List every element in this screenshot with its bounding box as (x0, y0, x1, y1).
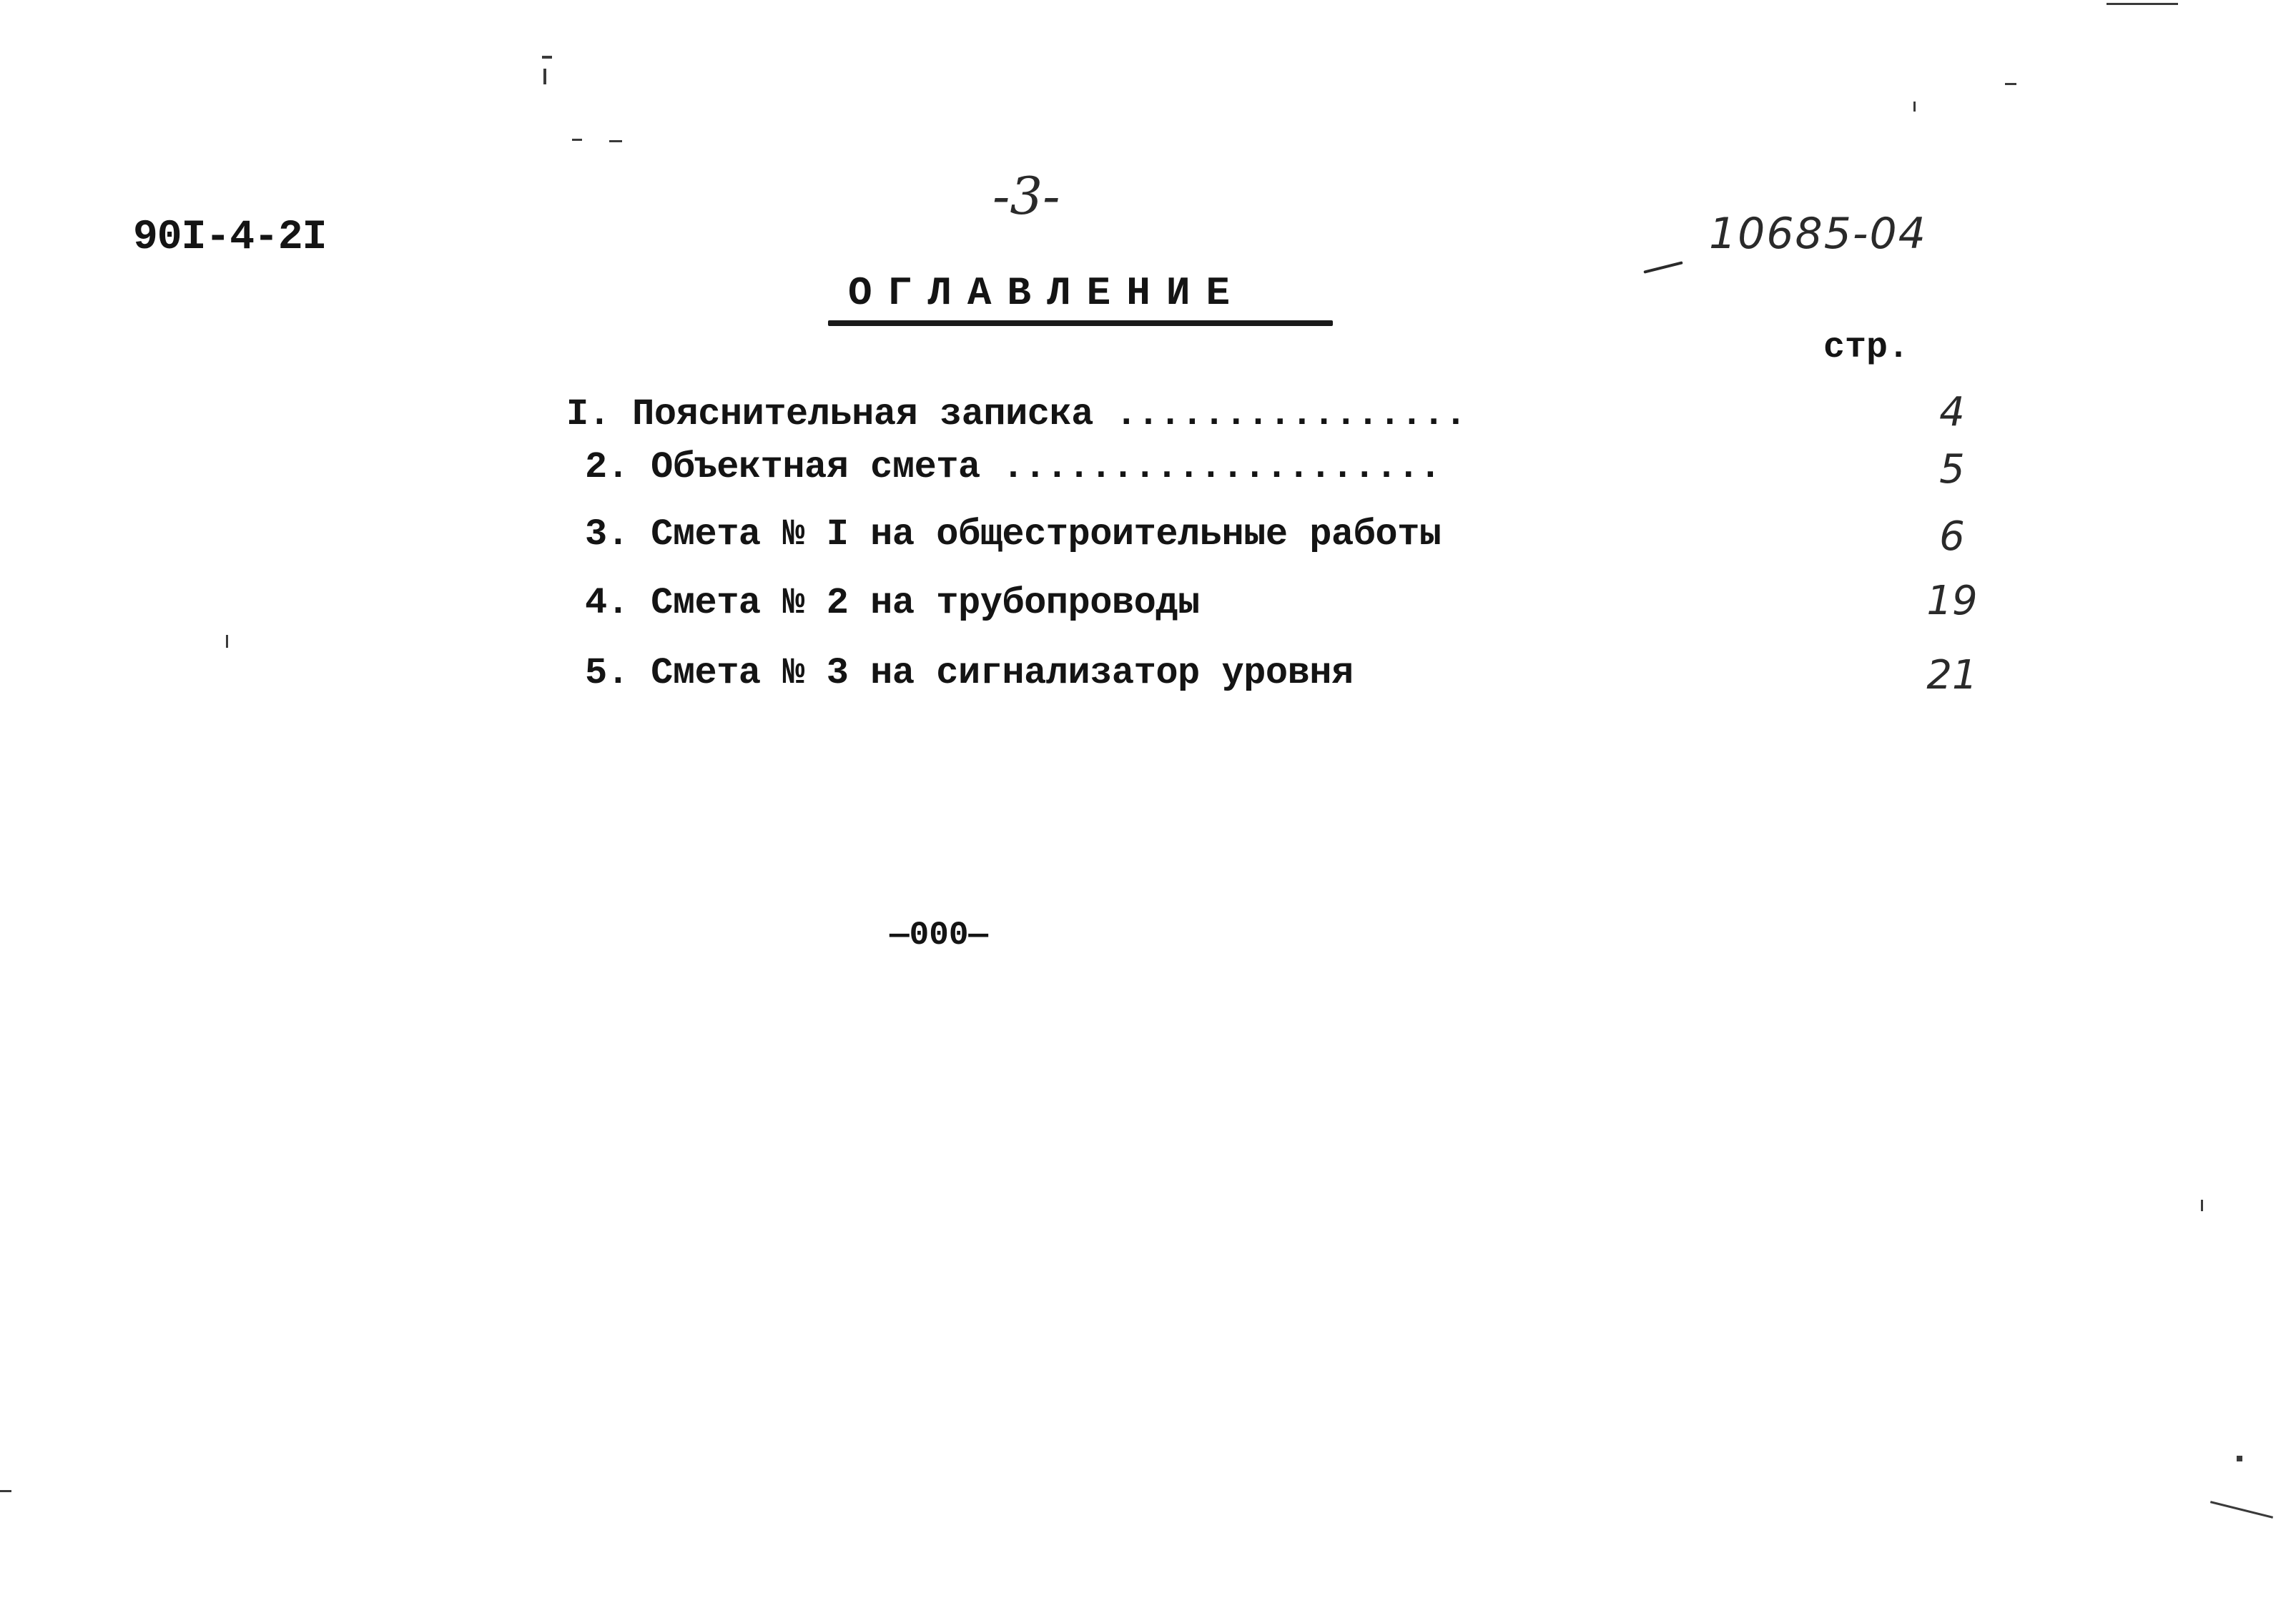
toc-entry-page: 6 (1939, 513, 1965, 560)
toc-entry-title: 4. Смета № 2 на трубопроводы (585, 582, 1200, 624)
scan-speck (543, 69, 546, 84)
toc-entry (0, 446, 2296, 511)
toc-entry-title: I. Пояснительная записка ................ (566, 393, 1467, 435)
document-code: 90I-4-2I (133, 214, 327, 261)
scan-speck (2237, 1456, 2242, 1461)
scan-speck (609, 140, 622, 142)
scan-speck (2005, 83, 2016, 85)
toc-entry-page: 5 (1939, 446, 1965, 493)
page-title: ОГЛАВЛЕНИЕ (848, 270, 1246, 316)
pages-column-header: стр. (1823, 327, 1910, 368)
scan-speck (2210, 1501, 2273, 1519)
toc-entry-page: 19 (1926, 578, 1978, 624)
scan-speck (2201, 1200, 2203, 1211)
scan-speck (226, 635, 228, 648)
toc-entry-title: 5. Смета № 3 на сигнализатор уровня (585, 652, 1354, 694)
toc-entry-title: 3. Смета № I на общестроительные работы (585, 513, 1442, 556)
scan-speck (542, 56, 552, 59)
toc-entry-page: 4 (1939, 389, 1965, 435)
handwritten-tick-mark (1643, 261, 1682, 273)
archive-number: 10685-04 (1709, 209, 1927, 259)
toc-entry (0, 652, 2296, 716)
toc-entry (0, 578, 2296, 646)
toc-entry-page: 21 (1926, 652, 1978, 699)
scan-speck (2107, 3, 2178, 5)
scan-speck (572, 139, 582, 141)
scan-speck (0, 1490, 11, 1492)
end-mark: —000— (890, 917, 989, 954)
title-underline (828, 320, 1333, 326)
toc-entry-title: 2. Объектная смета .................... (585, 446, 1442, 488)
page-number: -3- (992, 166, 1060, 226)
toc-entry (0, 513, 2296, 578)
scan-speck (1913, 102, 1916, 112)
